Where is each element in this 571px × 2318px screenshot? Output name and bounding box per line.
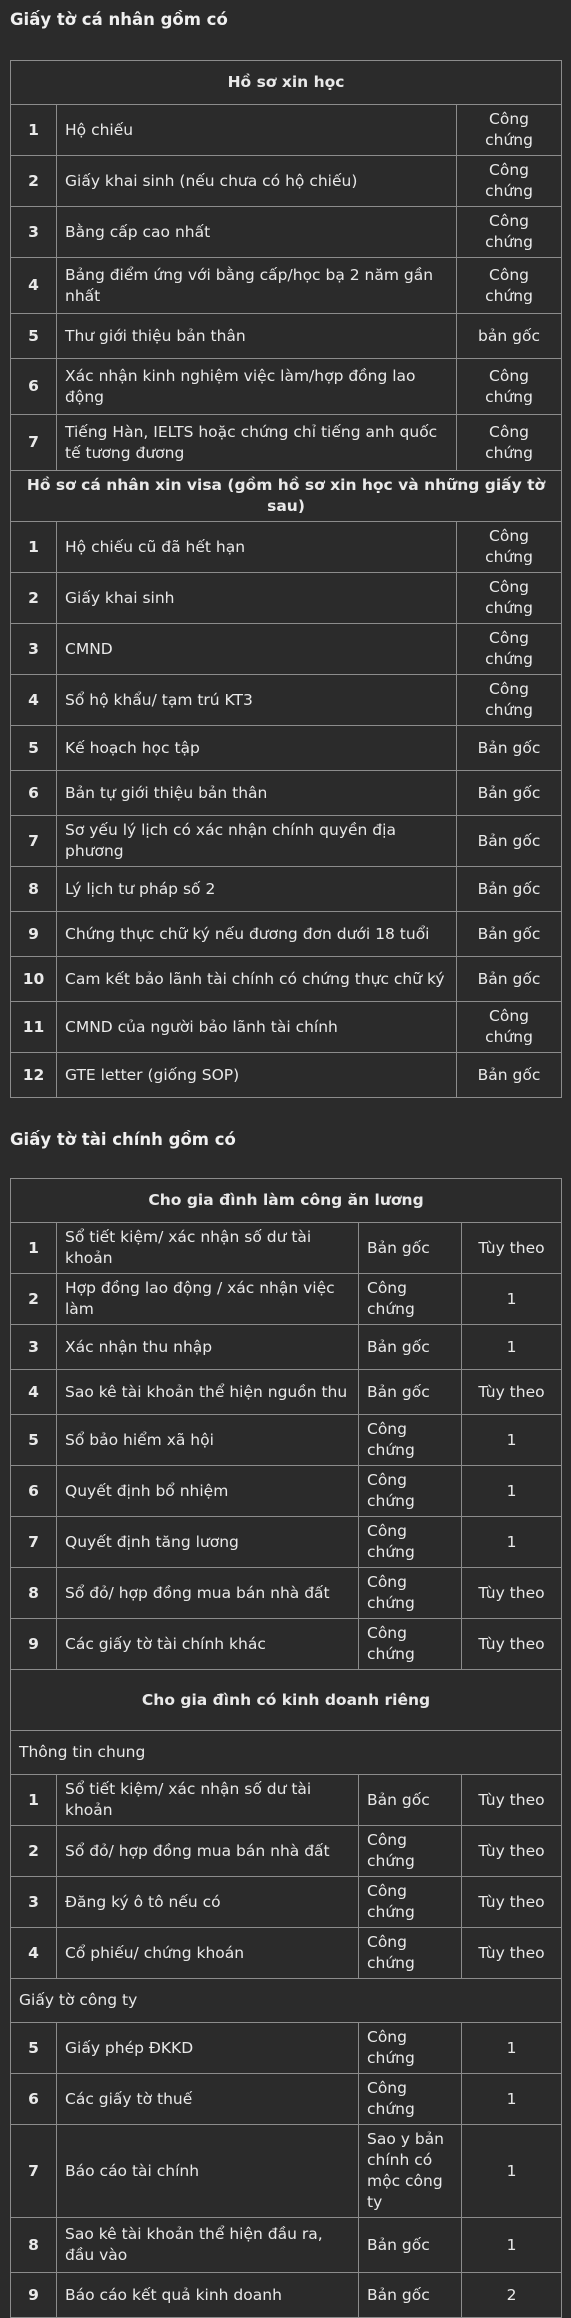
document-status: Bản gốc <box>359 1325 462 1370</box>
row-number: 2 <box>11 573 57 624</box>
table-row <box>11 1877 562 1928</box>
document-status: Công chứng <box>457 415 562 471</box>
financial-docs-table <box>10 1178 562 2318</box>
table-row <box>11 867 562 912</box>
document-quantity: 1 <box>462 1466 562 1517</box>
document-name: Sổ tiết kiệm/ xác nhận số dư tài khoản <box>57 1223 359 1274</box>
document-status: bản gốc <box>457 314 562 359</box>
table-row <box>11 1619 562 1670</box>
row-number: 9 <box>11 912 57 957</box>
table-row <box>11 675 562 726</box>
row-number: 6 <box>11 1466 57 1517</box>
subsection-general: Thông tin chung <box>11 1731 562 1775</box>
document-name: Sổ bảo hiểm xã hội <box>57 1415 359 1466</box>
subsection-row <box>11 1979 562 2023</box>
table-row <box>11 258 562 314</box>
document-status: Bản gốc <box>457 726 562 771</box>
table-row <box>11 1415 562 1466</box>
row-number: 5 <box>11 314 57 359</box>
row-number: 7 <box>11 816 57 867</box>
row-number: 5 <box>11 1415 57 1466</box>
document-name: Quyết định tăng lương <box>57 1517 359 1568</box>
document-quantity: 1 <box>462 2125 562 2218</box>
row-number: 11 <box>11 1002 57 1053</box>
document-name: Các giấy tờ tài chính khác <box>57 1619 359 1670</box>
table-row <box>11 1826 562 1877</box>
row-number: 6 <box>11 2074 57 2125</box>
row-number: 3 <box>11 624 57 675</box>
document-name: Giấy phép ĐKKD <box>57 2023 359 2074</box>
document-name: Chứng thực chữ ký nếu đương đơn dưới 18 tuổi <box>57 912 457 957</box>
table-row <box>11 1466 562 1517</box>
document-name: Giấy khai sinh (nếu chưa có hộ chiếu) <box>57 156 457 207</box>
row-number: 4 <box>11 1928 57 1979</box>
table-row <box>11 2074 562 2125</box>
section-title-visa: Hồ sơ cá nhân xin visa (gồm hồ sơ xin học và những giấy tờ sau) <box>11 471 562 522</box>
table-row <box>11 1223 562 1274</box>
document-quantity: 1 <box>462 2074 562 2125</box>
document-name: Sơ yếu lý lịch có xác nhận chính quyền địa phương <box>57 816 457 867</box>
document-quantity: Tùy theo <box>462 1928 562 1979</box>
document-status: Công chứng <box>457 1002 562 1053</box>
subsection-row <box>11 1731 562 1775</box>
section-row <box>11 61 562 105</box>
document-name: Hợp đồng lao động / xác nhận việc làm <box>57 1274 359 1325</box>
document-quantity: 1 <box>462 1274 562 1325</box>
document-quantity: Tùy theo <box>462 1568 562 1619</box>
row-number: 4 <box>11 258 57 314</box>
document-status: Công chứng <box>359 1415 462 1466</box>
document-status: Công chứng <box>359 2023 462 2074</box>
row-number: 8 <box>11 867 57 912</box>
table-row <box>11 2273 562 2318</box>
document-quantity: Tùy theo <box>462 1370 562 1415</box>
table-row <box>11 2023 562 2074</box>
document-status: Công chứng <box>457 156 562 207</box>
financial-docs-heading: Giấy tờ tài chính gồm có <box>10 1129 236 1149</box>
table-row <box>11 522 562 573</box>
document-name: GTE letter (giống SOP) <box>57 1053 457 1098</box>
document-status: Bản gốc <box>457 957 562 1002</box>
document-status: Công chứng <box>359 1274 462 1325</box>
table-row <box>11 207 562 258</box>
row-number: 8 <box>11 1568 57 1619</box>
section-row <box>11 1179 562 1223</box>
table-row <box>11 816 562 867</box>
document-status: Công chứng <box>359 1568 462 1619</box>
section-title-study: Hồ sơ xin học <box>11 61 562 105</box>
personal-docs-heading: Giấy tờ cá nhân gồm có <box>10 9 228 29</box>
row-number: 4 <box>11 675 57 726</box>
table-row <box>11 1517 562 1568</box>
row-number: 2 <box>11 1274 57 1325</box>
table-row <box>11 624 562 675</box>
document-name: Sổ hộ khẩu/ tạm trú KT3 <box>57 675 457 726</box>
table-row <box>11 359 562 415</box>
document-status: Bản gốc <box>359 2273 462 2318</box>
row-number: 6 <box>11 771 57 816</box>
document-status: Bản gốc <box>457 867 562 912</box>
document-status: Sao y bản chính có mộc công ty <box>359 2125 462 2218</box>
document-name: Lý lịch tư pháp số 2 <box>57 867 457 912</box>
document-status: Bản gốc <box>359 1223 462 1274</box>
row-number: 7 <box>11 2125 57 2218</box>
document-name: Giấy khai sinh <box>57 573 457 624</box>
document-name: Cổ phiếu/ chứng khoán <box>57 1928 359 1979</box>
document-name: CMND <box>57 624 457 675</box>
document-name: Thư giới thiệu bản thân <box>57 314 457 359</box>
document-status: Công chứng <box>359 1619 462 1670</box>
table-row <box>11 957 562 1002</box>
table-row <box>11 1775 562 1826</box>
document-status: Bản gốc <box>359 1370 462 1415</box>
document-status: Công chứng <box>457 105 562 156</box>
table-row <box>11 726 562 771</box>
document-status: Bản gốc <box>359 2218 462 2273</box>
row-number: 9 <box>11 1619 57 1670</box>
document-status: Công chứng <box>457 624 562 675</box>
document-name: Hộ chiếu cũ đã hết hạn <box>57 522 457 573</box>
row-number: 1 <box>11 1775 57 1826</box>
document-status: Công chứng <box>457 675 562 726</box>
row-number: 8 <box>11 2218 57 2273</box>
row-number: 2 <box>11 156 57 207</box>
row-number: 6 <box>11 359 57 415</box>
section-row <box>11 471 562 522</box>
document-name: Sổ tiết kiệm/ xác nhận số dư tài khoản <box>57 1775 359 1826</box>
document-quantity: Tùy theo <box>462 1619 562 1670</box>
document-quantity: Tùy theo <box>462 1826 562 1877</box>
document-status: Công chứng <box>359 1466 462 1517</box>
row-number: 9 <box>11 2273 57 2318</box>
document-status: Công chứng <box>457 207 562 258</box>
document-quantity: Tùy theo <box>462 1775 562 1826</box>
row-number: 5 <box>11 2023 57 2074</box>
document-status: Công chứng <box>359 1826 462 1877</box>
document-name: Báo cáo tài chính <box>57 2125 359 2218</box>
document-status: Bản gốc <box>359 1775 462 1826</box>
document-status: Công chứng <box>359 2074 462 2125</box>
table-row <box>11 1274 562 1325</box>
document-name: Sao kê tài khoản thể hiện đầu ra, đầu vào <box>57 2218 359 2273</box>
document-quantity: Tùy theo <box>462 1223 562 1274</box>
document-status: Bản gốc <box>457 1053 562 1098</box>
table-row <box>11 1568 562 1619</box>
row-number: 2 <box>11 1826 57 1877</box>
row-number: 7 <box>11 415 57 471</box>
subsection-company: Giấy tờ công ty <box>11 1979 562 2023</box>
document-quantity: 1 <box>462 1415 562 1466</box>
table-row <box>11 314 562 359</box>
document-name: Báo cáo kết quả kinh doanh <box>57 2273 359 2318</box>
document-status: Công chứng <box>457 258 562 314</box>
table-row <box>11 2218 562 2273</box>
section-title-business: Cho gia đình có kinh doanh riêng <box>11 1670 562 1731</box>
table-row <box>11 1002 562 1053</box>
table-row <box>11 2125 562 2218</box>
document-quantity: Tùy theo <box>462 1877 562 1928</box>
document-quantity: 2 <box>462 2273 562 2318</box>
row-number: 4 <box>11 1370 57 1415</box>
document-name: Xác nhận kinh nghiệm việc làm/hợp đồng lao động <box>57 359 457 415</box>
personal-docs-table <box>10 60 562 1098</box>
document-name: Bảng điểm ứng với bằng cấp/học bạ 2 năm gần nhất <box>57 258 457 314</box>
document-name: Hộ chiếu <box>57 105 457 156</box>
document-name: Bản tự giới thiệu bản thân <box>57 771 457 816</box>
document-status: Công chứng <box>457 522 562 573</box>
table-row <box>11 1053 562 1098</box>
document-status: Bản gốc <box>457 912 562 957</box>
table-row <box>11 1325 562 1370</box>
row-number: 3 <box>11 1877 57 1928</box>
document-status: Công chứng <box>359 1928 462 1979</box>
row-number: 5 <box>11 726 57 771</box>
table-row <box>11 156 562 207</box>
section-title-salary: Cho gia đình làm công ăn lương <box>11 1179 562 1223</box>
row-number: 3 <box>11 207 57 258</box>
document-name: CMND của người bảo lãnh tài chính <box>57 1002 457 1053</box>
row-number: 3 <box>11 1325 57 1370</box>
table-row <box>11 1928 562 1979</box>
row-number: 10 <box>11 957 57 1002</box>
document-quantity: 1 <box>462 2218 562 2273</box>
document-name: Sổ đỏ/ hợp đồng mua bán nhà đất <box>57 1568 359 1619</box>
document-status: Công chứng <box>457 573 562 624</box>
document-name: Sổ đỏ/ hợp đồng mua bán nhà đất <box>57 1826 359 1877</box>
document-status: Công chứng <box>359 1877 462 1928</box>
section-row <box>11 1670 562 1731</box>
table-row <box>11 912 562 957</box>
document-name: Kế hoạch học tập <box>57 726 457 771</box>
document-name: Xác nhận thu nhập <box>57 1325 359 1370</box>
document-name: Đăng ký ô tô nếu có <box>57 1877 359 1928</box>
document-name: Quyết định bổ nhiệm <box>57 1466 359 1517</box>
table-row <box>11 1370 562 1415</box>
row-number: 1 <box>11 522 57 573</box>
table-row <box>11 573 562 624</box>
document-status: Công chứng <box>457 359 562 415</box>
document-name: Sao kê tài khoản thể hiện nguồn thu <box>57 1370 359 1415</box>
document-quantity: 1 <box>462 1517 562 1568</box>
document-status: Bản gốc <box>457 816 562 867</box>
document-name: Bằng cấp cao nhất <box>57 207 457 258</box>
row-number: 1 <box>11 105 57 156</box>
document-name: Cam kết bảo lãnh tài chính có chứng thực chữ ký <box>57 957 457 1002</box>
row-number: 12 <box>11 1053 57 1098</box>
document-name: Tiếng Hàn, IELTS hoặc chứng chỉ tiếng anh quốc tế tương đương <box>57 415 457 471</box>
row-number: 7 <box>11 1517 57 1568</box>
document-quantity: 1 <box>462 2023 562 2074</box>
table-row <box>11 771 562 816</box>
document-quantity: 1 <box>462 1325 562 1370</box>
row-number: 1 <box>11 1223 57 1274</box>
document-name: Các giấy tờ thuế <box>57 2074 359 2125</box>
document-status: Bản gốc <box>457 771 562 816</box>
table-row <box>11 415 562 471</box>
document-status: Công chứng <box>359 1517 462 1568</box>
table-row <box>11 105 562 156</box>
